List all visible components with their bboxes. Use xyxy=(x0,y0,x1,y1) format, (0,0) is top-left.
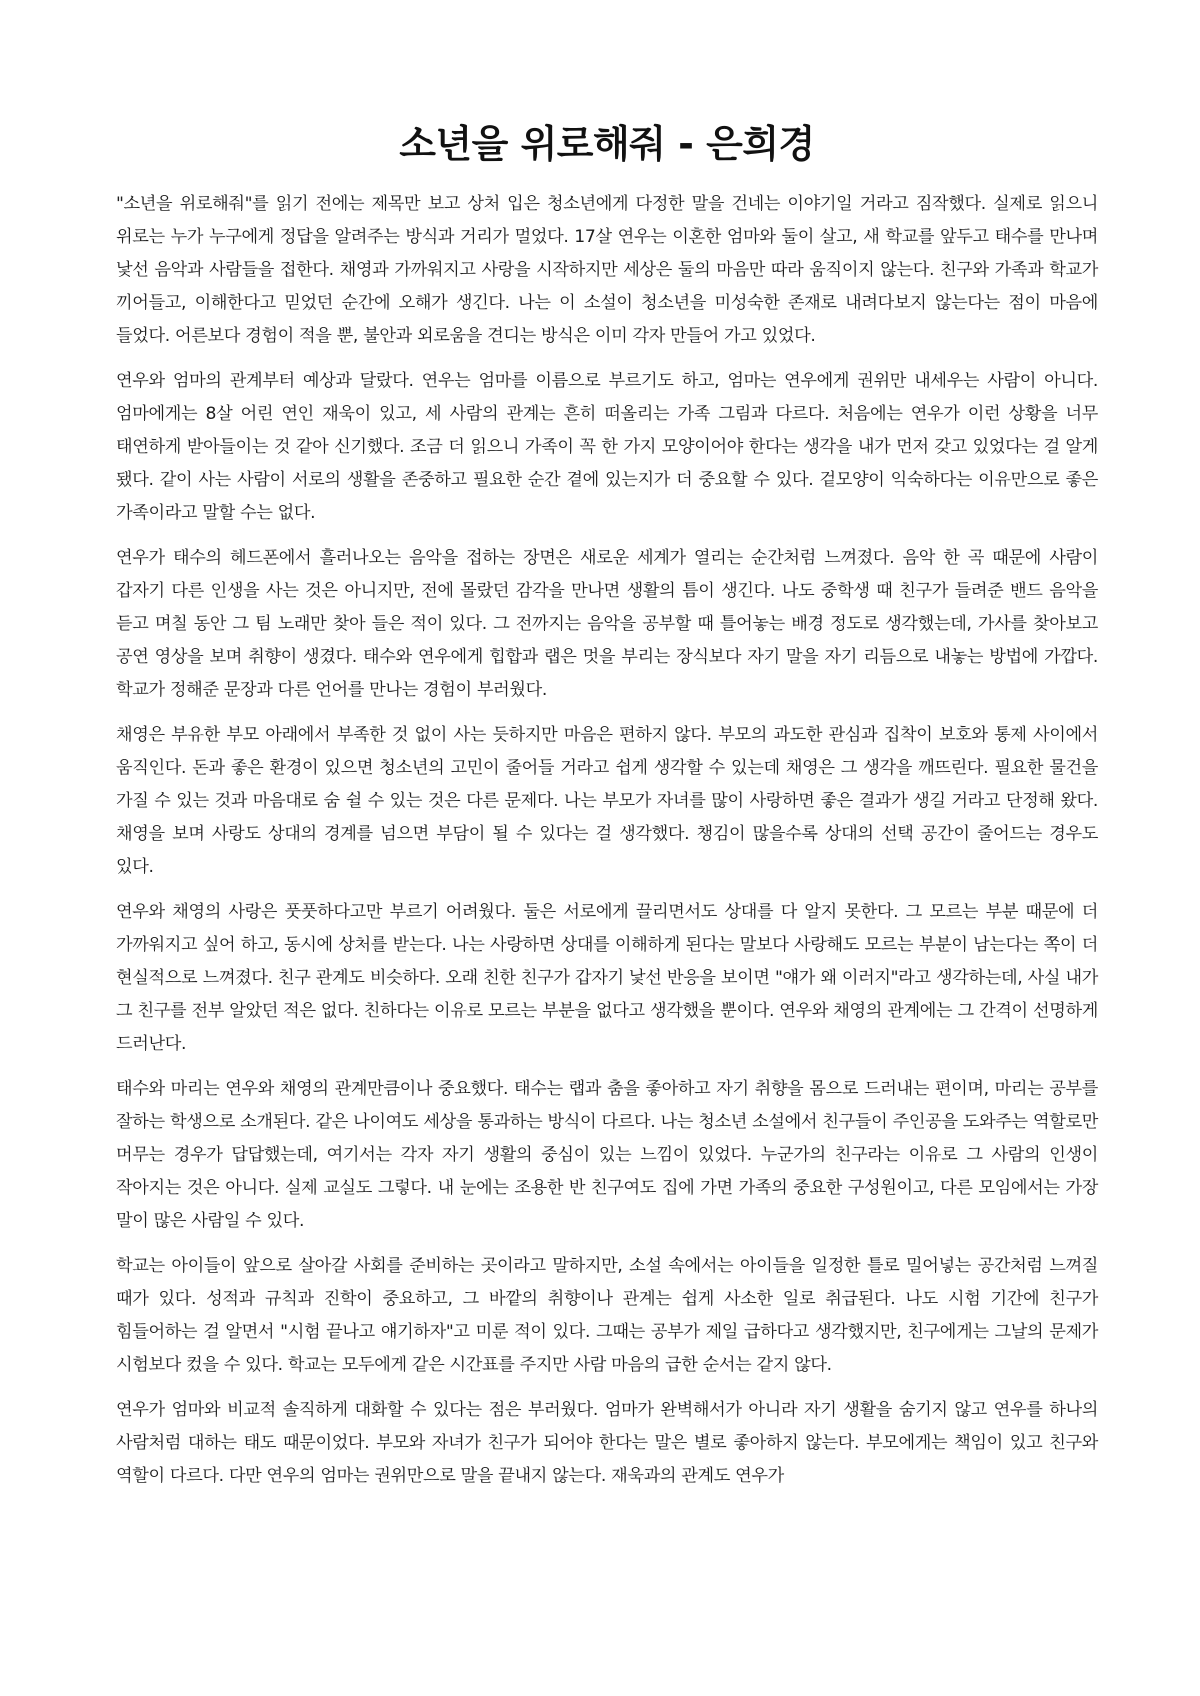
document-title: 소년을 위로해줘 - 은희경 xyxy=(399,122,815,166)
paragraph-3: 연우가 태수의 헤드폰에서 흘러나오는 음악을 접하는 장면은 새로운 세계가 열리는 순간처럼 느껴졌다. 음악 한 곡 때문에 사람이 갑자기 다른 인생을 사는 것은 아니지만, 전에 몰랐던 감각을 만나면 생활의 틈이 생긴다. 나도 중학생 때 친구가 들려준 밴드 음악을 듣고 며칠 동안 그 팀 노래만 찾아 들은 적이 있다. 그 전까지는 음악을 공부할 때 틀어놓는 배경 정도로 생각했는데, 가사를 찾아보고 공연 영상을 보며 취향이 생겼다. 태수와 연우에게 힙합과 랩은 멋을 부리는 장식보다 자기 말을 자기 리듬으로 내놓는 방법에 가깝다. 학교가 정해준 문장과 다른 언어를 만나는 경험이 부러웠다. xyxy=(116,548,1098,700)
paragraph-5: 연우와 채영의 사랑은 풋풋하다고만 부르기 어려웠다. 둘은 서로에게 끌리면서도 상대를 다 알지 못한다. 그 모르는 부분 때문에 더 가까워지고 싶어 하고, 동시에 상처를 받는다. 나는 사랑하면 상대를 이해하게 된다는 말보다 사랑해도 모르는 부분이 남는다는 쪽이 더 현실적으로 느껴졌다. 친구 관계도 비슷하다. 오래 친한 친구가 갑자기 낯선 반응을 보이면 "얘가 왜 이러지"라고 생각하는데, 사실 내가 그 친구를 전부 알았던 적은 없다. 친하다는 이유로 모르는 부분을 없다고 생각했을 뿐이다. 연우와 채영의 관계에는 그 간격이 선명하게 드러난다. xyxy=(116,902,1098,1054)
paragraph-4: 채영은 부유한 부모 아래에서 부족한 것 없이 사는 듯하지만 마음은 편하지 않다. 부모의 과도한 관심과 집착이 보호와 통제 사이에서 움직인다. 돈과 좋은 환경이 있으면 청소년의 고민이 줄어들 거라고 쉽게 생각할 수 있는데 채영은 그 생각을 깨뜨린다. 필요한 물건을 가질 수 있는 것과 마음대로 숨 쉴 수 있는 것은 다른 문제다. 나는 부모가 자녀를 많이 사랑하면 좋은 결과가 생길 거라고 단정해 왔다. 채영을 보며 사랑도 상대의 경계를 넘으면 부담이 될 수 있다는 걸 생각했다. 챙김이 많을수록 상대의 선택 공간이 줄어드는 경우도 있다. xyxy=(116,725,1098,877)
paragraph-6: 태수와 마리는 연우와 채영의 관계만큼이나 중요했다. 태수는 랩과 춤을 좋아하고 자기 취향을 몸으로 드러내는 편이며, 마리는 공부를 잘하는 학생으로 소개된다. 같은 나이여도 세상을 통과하는 방식이 다르다. 나는 청소년 소설에서 친구들이 주인공을 도와주는 역할로만 머무는 경우가 답답했는데, 여기서는 각자 자기 생활의 중심이 있는 느낌이 있었다. 누군가의 친구라는 이유로 그 사람의 인생이 작아지는 것은 아니다. 실제 교실도 그렇다. 내 눈에는 조용한 반 친구여도 집에 가면 가족의 중요한 구성원이고, 다른 모임에서는 가장 말이 많은 사람일 수 있다. xyxy=(116,1079,1098,1231)
paragraph-8: 연우가 엄마와 비교적 솔직하게 대화할 수 있다는 점은 부러웠다. 엄마가 완벽해서가 아니라 자기 생활을 숨기지 않고 연우를 하나의 사람처럼 대하는 태도 때문이었다. 부모와 자녀가 친구가 되어야 한다는 말은 별로 좋아하지 않는다. 부모에게는 책임이 있고 친구와 역할이 다르다. 다만 연우의 엄마는 권위만으로 말을 끝내지 않는다. 재욱과의 관계도 연우가 xyxy=(116,1400,1098,1486)
paragraph-1: "소년을 위로해줘"를 읽기 전에는 제목만 보고 상처 입은 청소년에게 다정한 말을 건네는 이야기일 거라고 짐작했다. 실제로 읽으니 위로는 누가 누구에게 정답을 알려주는 방식과 거리가 멀었다. 17살 연우는 이혼한 엄마와 둘이 살고, 새 학교를 앞두고 태수를 만나며 낯선 음악과 사람들을 접한다. 채영과 가까워지고 사랑을 시작하지만 세상은 둘의 마음만 따라 움직이지 않는다. 친구와 가족과 학교가 끼어들고, 이해한다고 믿었던 순간에 오해가 생긴다. 나는 이 소설이 청소년을 미성숙한 존재로 내려다보지 않는다는 점이 마음에 들었다. 어른보다 경험이 적을 뿐, 불안과 외로움을 견디는 방식은 이미 각자 만들어 가고 있었다. xyxy=(116,194,1098,346)
document-body xyxy=(116,188,1098,1493)
paragraph-2: 연우와 엄마의 관계부터 예상과 달랐다. 연우는 엄마를 이름으로 부르기도 하고, 엄마는 연우에게 권위만 내세우는 사람이 아니다. 엄마에게는 8살 어린 연인 재욱이 있고, 세 사람의 관계는 흔히 떠올리는 가족 그림과 다르다. 처음에는 연우가 이런 상황을 너무 태연하게 받아들이는 것 같아 신기했다. 조금 더 읽으니 가족이 꼭 한 가지 모양이어야 한다는 생각을 내가 먼저 갖고 있었다는 걸 알게 됐다. 같이 사는 사람이 서로의 생활을 존중하고 필요한 순간 곁에 있는지가 더 중요할 수 있다. 겉모양이 익숙하다는 이유만으로 좋은 가족이라고 말할 수는 없다. xyxy=(116,371,1098,523)
paragraph-7: 학교는 아이들이 앞으로 살아갈 사회를 준비하는 곳이라고 말하지만, 소설 속에서는 아이들을 일정한 틀로 밀어넣는 공간처럼 느껴질 때가 있다. 성적과 규칙과 진학이 중요하고, 그 바깥의 취향이나 관계는 쉽게 사소한 일로 취급된다. 나도 시험 기간에 친구가 힘들어하는 걸 알면서 "시험 끝나고 얘기하자"고 미룬 적이 있다. 그때는 공부가 제일 급하다고 생각했지만, 친구에게는 그날의 문제가 시험보다 컸을 수 있다. 학교는 모두에게 같은 시간표를 주지만 사람 마음의 급한 순서는 같지 않다. xyxy=(116,1256,1098,1375)
